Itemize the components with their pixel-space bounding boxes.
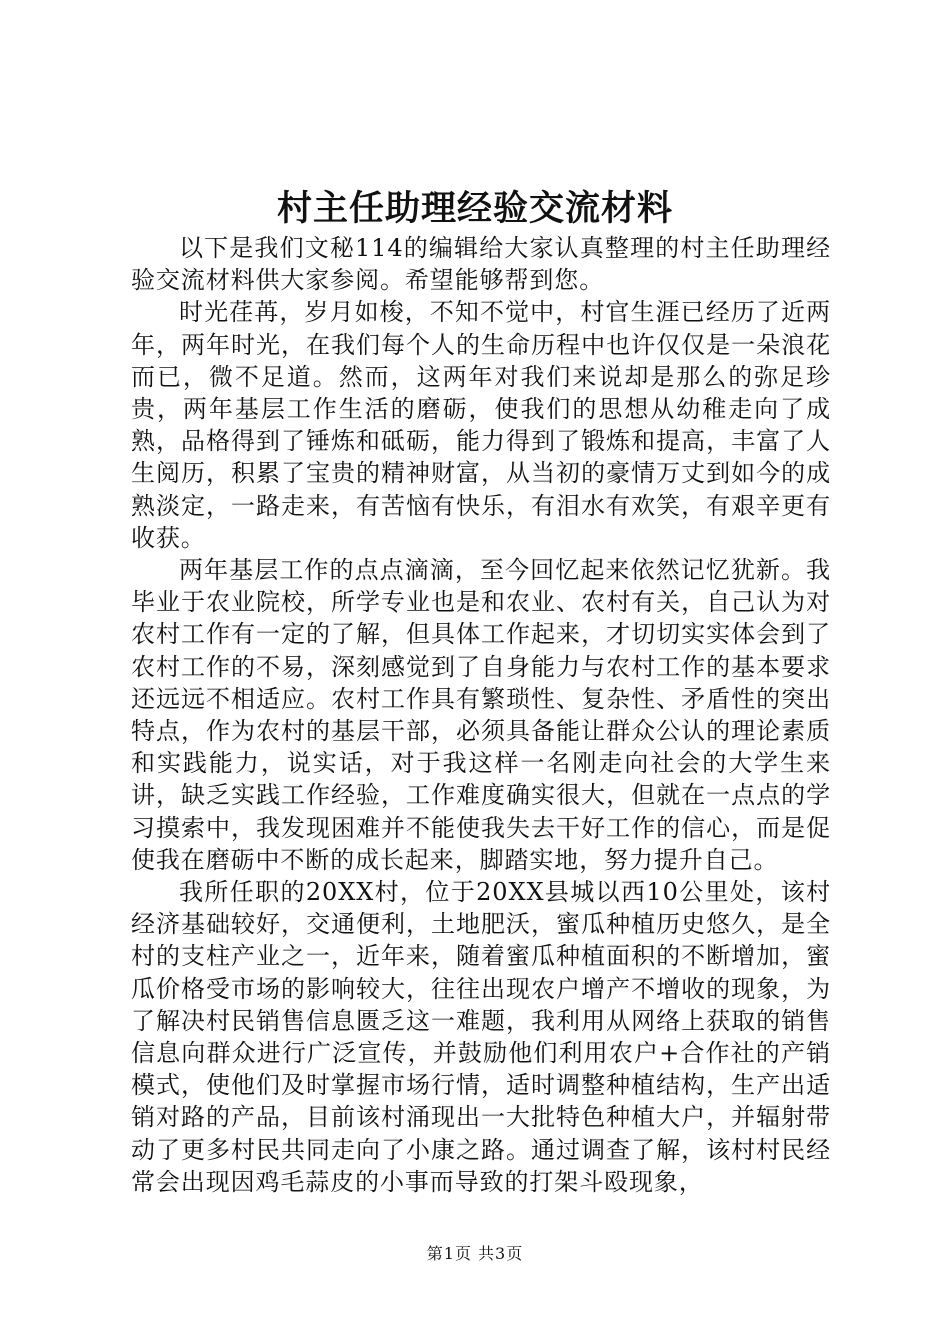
paragraph-grassroots-work: 两年基层工作的点点滴滴，至今回忆起来依然记忆犹新。我毕业于农业院校，所学专业也是和农业、农村有关，自己认为对农村工作有一定的了解，但具体工作起来，才切切实实体会到了农村工作的不易，深刻感觉到了自身能力与农村工作的基本要求还远远不相适应。农村工作具有繁琐性、复杂性、矛盾性的突出特点，作为农村的基层干部，必须具备能让群众公认的理论素质和实践能力，说实话，对于我这样一名刚走向社会的大学生来讲，缺乏实践工作经验，工作难度确实很大，但就在一点点的学习摸索中，我发现困难并不能使我失去干好工作的信心，而是促使我在磨砺中不断的成长起来，脚踏实地，努力提升自己。 <box>131 556 831 874</box>
paragraph-two-years: 时光荏苒，岁月如梭，不知不觉中，村官生涯已经历了近两年，两年时光，在我们每个人的生命历程中也许仅仅是一朵浪花而已，微不足道。然而，这两年对我们来说却是那么的弥足珍贵，两年基层工作生活的磨砺，使我们的思想从幼稚走向了成熟，品格得到了锤炼和砥砺，能力得到了锻炼和提高，丰富了人生阅历，积累了宝贵的精神财富，从当初的豪情万丈到如今的成熟淡定，一路走来，有苦恼有快乐，有泪水有欢笑，有艰辛更有收获。 <box>131 298 831 552</box>
page-footer: 第1页 共3页 <box>426 1244 524 1263</box>
document-title: 村主任助理经验交流材料 <box>276 188 673 229</box>
paragraph-intro: 以下是我们文秘114的编辑给大家认真整理的村主任助理经验交流材料供大家参阅。希望能够帮到您。 <box>131 234 831 295</box>
paragraph-village-melon: 我所任职的20XX村，位于20XX县城以西10公里处，该村经济基础较好，交通便利，土地肥沃，蜜瓜种植历史悠久，是全村的支柱产业之一，近年来，随着蜜瓜种植面积的不断增加，蜜瓜价格受市场的影响较大，往往出现农户增产不增收的现象，为了解决村民销售信息匮乏这一难题，我利用从网络上获取的销售信息向群众进行广泛宣传，并鼓励他们利用农户+合作社的产销模式，使他们及时掌握市场行情，适时调整种植结构，生产出适销对路的产品，目前该村涌现出一大批特色种植大户，并辐射带动了更多村民共同走向了小康之路。通过调查了解，该村村民经常会出现因鸡毛蒜皮的小事而导致的打架斗殴现象， <box>131 878 831 1196</box>
document-body <box>131 232 831 1198</box>
